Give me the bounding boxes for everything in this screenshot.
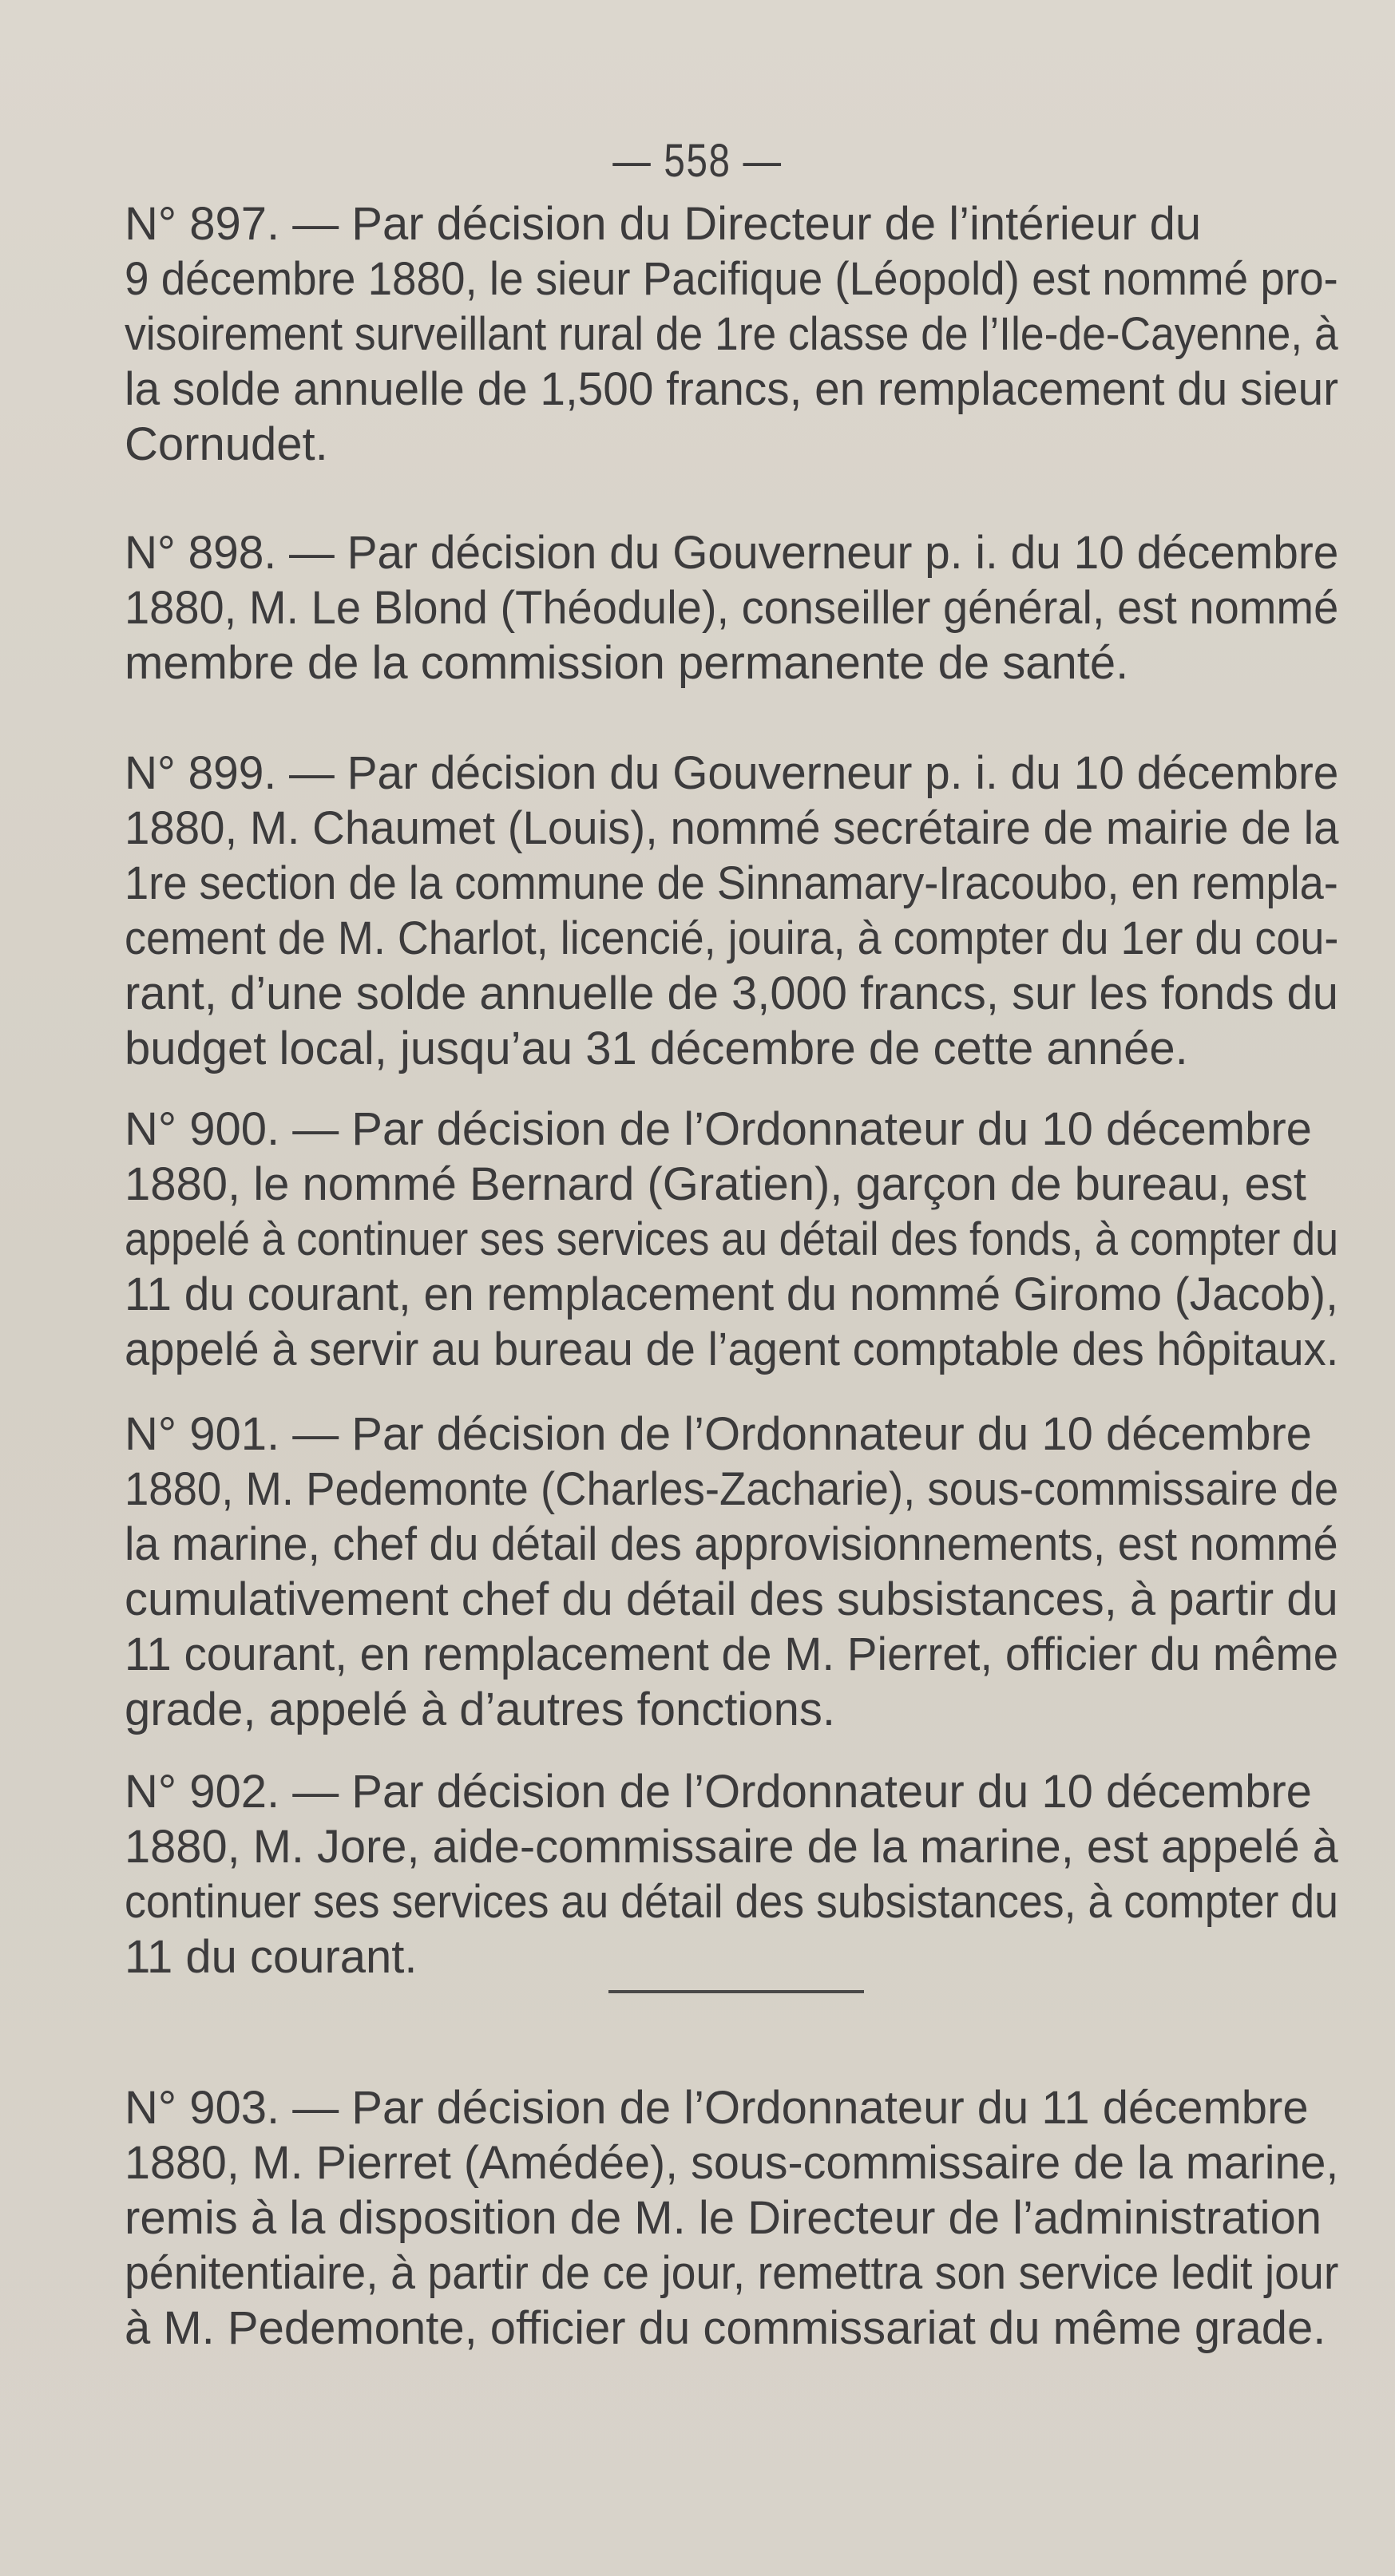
entry-line: la marine, chef du détail des approvisionnements, est nommé <box>125 1518 1338 1570</box>
entry-line: 11 du courant, en remplacement du nommé Giromo (Jacob), <box>125 1268 1338 1320</box>
entry-line: 1880, M. Pedemonte (Charles-Zacharie), sous-commissaire de <box>125 1463 1339 1515</box>
entry-line: pénitentiaire, à partir de ce jour, remettra son service ledit jour <box>125 2247 1339 2299</box>
entry-line: 1880, le nommé Bernard (Gratien), garçon de bureau, est <box>125 1158 1306 1210</box>
entry-line: appelé à servir au bureau de l’agent comptable des hôpitaux. <box>125 1324 1339 1375</box>
entry-line: N° 903. — Par décision de l’Ordonnateur du 11 décembre <box>125 2082 1309 2134</box>
entry-line: 1880, M. Le Blond (Théodule), conseiller général, est nommé <box>125 582 1339 634</box>
decision-entry-897 <box>125 196 1338 472</box>
entry-line: membre de la commission permanente de santé. <box>125 637 1129 689</box>
section-divider <box>608 1990 864 1993</box>
entry-line: 11 courant, en remplacement de M. Pierret, officier du même <box>125 1628 1339 1680</box>
entry-line: grade, appelé à d’autres fonctions. <box>125 1684 835 1735</box>
entry-line: 1880, M. Pierret (Amédée), sous-commissaire de la marine, <box>125 2137 1339 2189</box>
entry-line: Cornudet. <box>125 418 328 470</box>
entry-line: rant, d’une solde annuelle de 3,000 francs, sur les fonds du <box>125 967 1338 1019</box>
entry-line: 1880, M. Jore, aide-commissaire de la marine, est appelé à <box>125 1821 1338 1873</box>
entry-line: cement de M. Charlot, licencié, jouira, à compter du 1er du cou- <box>125 912 1339 964</box>
entry-line: 1re section de la commune de Sinnamary-Iracoubo, en rempla- <box>125 857 1338 909</box>
decision-entry-902 <box>125 1764 1338 1984</box>
decision-entry-903 <box>125 2080 1338 2356</box>
decision-entry-899 <box>125 746 1338 1076</box>
entry-line: N° 902. — Par décision de l’Ordonnateur du 10 décembre <box>125 1766 1312 1818</box>
entry-line: visoirement surveillant rural de 1re classe de l’Ile-de-Cayenne, à <box>125 308 1338 360</box>
page-number: — 558 — <box>612 135 783 187</box>
entry-line: appelé à continuer ses services au détail des fonds, à compter du <box>125 1213 1339 1265</box>
entry-line: budget local, jusqu’au 31 décembre de cette année. <box>125 1023 1188 1074</box>
entry-line: 1880, M. Chaumet (Louis), nommé secrétaire de mairie de la <box>125 802 1339 854</box>
entry-line: N° 898. — Par décision du Gouverneur p. i. du 10 décembre <box>125 527 1339 579</box>
entry-line: N° 899. — Par décision du Gouverneur p. i. du 10 décembre <box>125 747 1339 799</box>
decision-entry-900 <box>125 1102 1338 1377</box>
entry-line: remis à la disposition de M. le Directeur de l’administration <box>125 2192 1322 2244</box>
entry-line: N° 901. — Par décision de l’Ordonnateur du 10 décembre <box>125 1408 1312 1460</box>
entry-line: N° 900. — Par décision de l’Ordonnateur du 10 décembre <box>125 1103 1312 1155</box>
entry-line: continuer ses services au détail des subsistances, à compter du <box>125 1876 1339 1928</box>
entry-line: 11 du courant. <box>125 1931 418 1983</box>
decision-entry-898 <box>125 525 1338 690</box>
decision-entry-901 <box>125 1407 1338 1737</box>
entry-line: 9 décembre 1880, le sieur Pacifique (Léopold) est nommé pro- <box>125 253 1338 305</box>
entry-line: à M. Pedemonte, officier du commissariat du même grade. <box>125 2302 1326 2354</box>
entry-line: N° 897. — Par décision du Directeur de l’intérieur du <box>125 198 1202 250</box>
entry-line: la solde annuelle de 1,500 francs, en remplacement du sieur <box>125 363 1339 415</box>
entry-line: cumulativement chef du détail des subsistances, à partir du <box>125 1573 1338 1625</box>
